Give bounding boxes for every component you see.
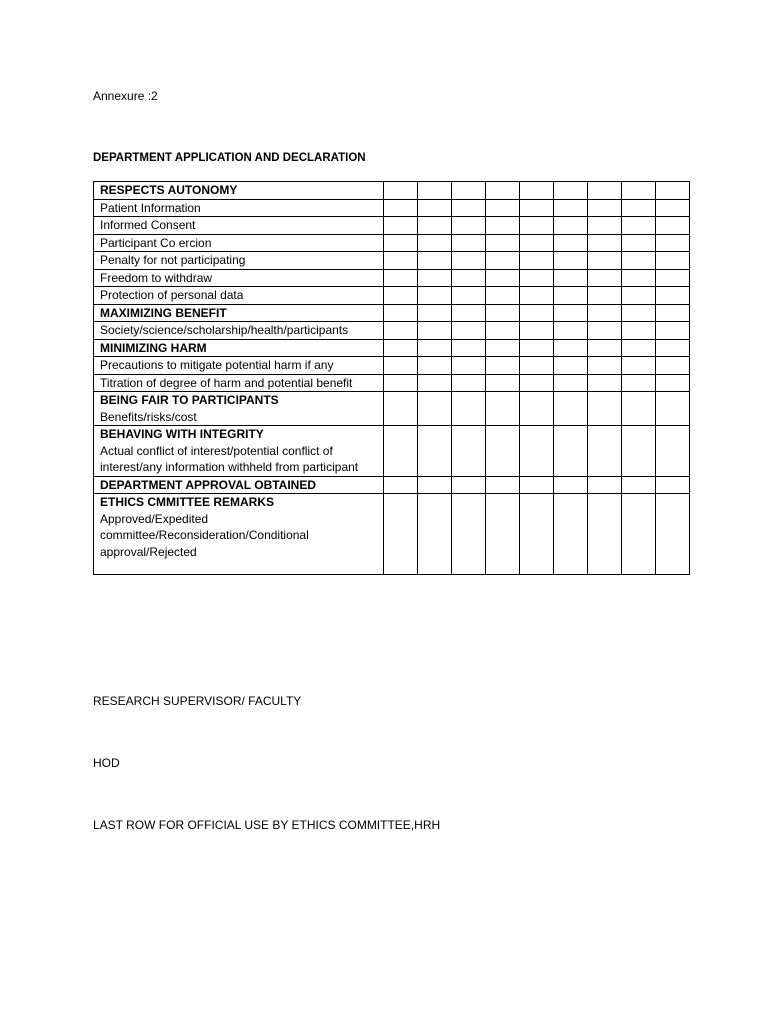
empty-entry-cell[interactable] — [486, 252, 520, 270]
empty-entry-cell[interactable] — [622, 234, 656, 252]
empty-entry-cell[interactable] — [418, 304, 452, 322]
form-title: DEPARTMENT APPLICATION AND DECLARATION — [93, 152, 366, 164]
empty-entry-cell[interactable] — [656, 287, 690, 305]
criteria-text: Approved/Expedited committee/Reconsideration/Conditional approval/Rejected — [100, 511, 309, 559]
criteria-cell — [94, 374, 384, 392]
section-heading: ETHICS CMMITTEE REMARKS — [100, 495, 274, 509]
empty-entry-cell[interactable] — [486, 357, 520, 375]
empty-entry-cell[interactable] — [520, 426, 554, 477]
empty-entry-cell[interactable] — [384, 304, 418, 322]
empty-entry-cell[interactable] — [554, 339, 588, 357]
table-row — [94, 269, 690, 287]
empty-entry-cell[interactable] — [520, 476, 554, 494]
empty-entry-cell[interactable] — [384, 182, 418, 200]
empty-entry-cell[interactable] — [452, 494, 486, 575]
empty-entry-cell[interactable] — [588, 182, 622, 200]
empty-entry-cell[interactable] — [588, 269, 622, 287]
empty-entry-cell[interactable] — [588, 234, 622, 252]
empty-entry-cell[interactable] — [418, 322, 452, 340]
empty-entry-cell[interactable] — [622, 287, 656, 305]
empty-entry-cell[interactable] — [452, 476, 486, 494]
empty-entry-cell[interactable] — [656, 182, 690, 200]
section-heading: RESPECTS AUTONOMY — [100, 183, 238, 197]
empty-entry-cell[interactable] — [554, 426, 588, 477]
criteria-text: Patient Information — [100, 200, 201, 215]
criteria-cell — [94, 426, 384, 477]
empty-entry-cell[interactable] — [452, 287, 486, 305]
empty-entry-cell[interactable] — [418, 199, 452, 217]
empty-entry-cell[interactable] — [418, 234, 452, 252]
empty-entry-cell[interactable] — [384, 494, 418, 575]
empty-entry-cell[interactable] — [486, 199, 520, 217]
criteria-cell — [94, 339, 384, 357]
empty-entry-cell[interactable] — [452, 234, 486, 252]
empty-entry-cell[interactable] — [554, 357, 588, 375]
empty-entry-cell[interactable] — [554, 269, 588, 287]
criteria-text: Participant Co ercion — [100, 235, 212, 250]
empty-entry-cell[interactable] — [554, 182, 588, 200]
empty-entry-cell[interactable] — [486, 182, 520, 200]
criteria-cell — [94, 199, 384, 217]
hod-signature-label: HOD — [93, 756, 120, 770]
empty-entry-cell[interactable] — [622, 269, 656, 287]
empty-entry-cell[interactable] — [554, 304, 588, 322]
empty-entry-cell[interactable] — [520, 339, 554, 357]
empty-entry-cell[interactable] — [554, 374, 588, 392]
table-row — [94, 339, 690, 357]
empty-entry-cell[interactable] — [418, 217, 452, 235]
empty-entry-cell[interactable] — [520, 322, 554, 340]
table-row — [94, 374, 690, 392]
criteria-cell — [94, 322, 384, 340]
empty-entry-cell[interactable] — [520, 287, 554, 305]
empty-entry-cell[interactable] — [384, 476, 418, 494]
table-row — [94, 322, 690, 340]
empty-entry-cell[interactable] — [520, 234, 554, 252]
table-row — [94, 217, 690, 235]
empty-entry-cell[interactable] — [554, 494, 588, 575]
criteria-cell — [94, 234, 384, 252]
empty-entry-cell[interactable] — [486, 322, 520, 340]
empty-entry-cell[interactable] — [656, 392, 690, 426]
empty-entry-cell[interactable] — [486, 374, 520, 392]
empty-entry-cell[interactable] — [452, 252, 486, 270]
table-row — [94, 392, 690, 426]
empty-entry-cell[interactable] — [452, 392, 486, 426]
empty-entry-cell[interactable] — [656, 304, 690, 322]
empty-entry-cell[interactable] — [384, 234, 418, 252]
empty-entry-cell[interactable] — [520, 182, 554, 200]
empty-entry-cell[interactable] — [520, 392, 554, 426]
empty-entry-cell[interactable] — [554, 217, 588, 235]
empty-entry-cell[interactable] — [520, 304, 554, 322]
empty-entry-cell[interactable] — [588, 199, 622, 217]
declaration-table-body — [94, 182, 690, 575]
criteria-cell — [94, 287, 384, 305]
empty-entry-cell[interactable] — [554, 287, 588, 305]
table-row — [94, 357, 690, 375]
criteria-cell — [94, 217, 384, 235]
empty-entry-cell[interactable] — [588, 339, 622, 357]
empty-entry-cell[interactable] — [452, 269, 486, 287]
empty-entry-cell[interactable] — [622, 252, 656, 270]
empty-entry-cell[interactable] — [384, 287, 418, 305]
empty-entry-cell[interactable] — [554, 392, 588, 426]
empty-entry-cell[interactable] — [486, 304, 520, 322]
criteria-cell — [94, 304, 384, 322]
empty-entry-cell[interactable] — [588, 426, 622, 477]
empty-entry-cell[interactable] — [486, 287, 520, 305]
empty-entry-cell[interactable] — [418, 494, 452, 575]
criteria-cell — [94, 252, 384, 270]
empty-entry-cell[interactable] — [384, 339, 418, 357]
table-row — [94, 476, 690, 494]
empty-entry-cell[interactable] — [384, 426, 418, 477]
empty-entry-cell[interactable] — [418, 287, 452, 305]
empty-entry-cell[interactable] — [554, 199, 588, 217]
empty-entry-cell[interactable] — [656, 217, 690, 235]
table-row — [94, 304, 690, 322]
empty-entry-cell[interactable] — [486, 476, 520, 494]
criteria-text: Precautions to mitigate potential harm if any — [100, 358, 334, 372]
empty-entry-cell[interactable] — [622, 322, 656, 340]
empty-entry-cell[interactable] — [384, 322, 418, 340]
empty-entry-cell[interactable] — [384, 217, 418, 235]
criteria-text: Actual conflict of interest/potential conflict of interest/any information withheld from participant — [100, 443, 359, 474]
empty-entry-cell[interactable] — [520, 357, 554, 375]
empty-entry-cell[interactable] — [588, 322, 622, 340]
annexure-label: Annexure :2 — [93, 89, 158, 103]
criteria-cell — [94, 494, 384, 575]
empty-entry-cell[interactable] — [656, 476, 690, 494]
empty-entry-cell[interactable] — [418, 426, 452, 477]
criteria-cell — [94, 269, 384, 287]
criteria-text: Society/science/scholarship/health/participants — [100, 323, 349, 337]
empty-entry-cell[interactable] — [588, 357, 622, 375]
empty-entry-cell[interactable] — [452, 199, 486, 217]
empty-entry-cell[interactable] — [418, 392, 452, 426]
empty-entry-cell[interactable] — [452, 322, 486, 340]
empty-entry-cell[interactable] — [384, 357, 418, 375]
empty-entry-cell[interactable] — [588, 476, 622, 494]
criteria-text: Penalty for not participating — [100, 253, 246, 267]
empty-entry-cell[interactable] — [418, 252, 452, 270]
empty-entry-cell[interactable] — [588, 287, 622, 305]
section-heading: MAXIMIZING BENEFIT — [100, 305, 227, 320]
empty-entry-cell[interactable] — [554, 252, 588, 270]
supervisor-signature-label: RESEARCH SUPERVISOR/ FACULTY — [93, 694, 302, 708]
empty-entry-cell[interactable] — [418, 339, 452, 357]
empty-entry-cell[interactable] — [622, 199, 656, 217]
empty-entry-cell[interactable] — [622, 494, 656, 575]
section-heading: BEING FAIR TO PARTICIPANTS — [100, 393, 279, 407]
empty-entry-cell[interactable] — [452, 182, 486, 200]
empty-entry-cell[interactable] — [622, 217, 656, 235]
empty-entry-cell[interactable] — [486, 392, 520, 426]
criteria-text: Freedom to withdraw — [100, 270, 213, 285]
declaration-table — [93, 181, 690, 575]
criteria-cell — [94, 392, 384, 426]
empty-entry-cell[interactable] — [452, 217, 486, 235]
empty-entry-cell[interactable] — [418, 182, 452, 200]
empty-entry-cell[interactable] — [554, 476, 588, 494]
empty-entry-cell[interactable] — [656, 426, 690, 477]
criteria-cell — [94, 476, 384, 494]
empty-entry-cell[interactable] — [622, 426, 656, 477]
empty-entry-cell[interactable] — [520, 494, 554, 575]
empty-entry-cell[interactable] — [622, 392, 656, 426]
empty-entry-cell[interactable] — [520, 217, 554, 235]
empty-entry-cell[interactable] — [418, 269, 452, 287]
empty-entry-cell[interactable] — [622, 182, 656, 200]
official-use-note: LAST ROW FOR OFFICIAL USE BY ETHICS COMMITTEE,HRH — [93, 818, 441, 832]
empty-entry-cell[interactable] — [656, 269, 690, 287]
empty-entry-cell[interactable] — [486, 217, 520, 235]
empty-entry-cell[interactable] — [656, 252, 690, 270]
empty-entry-cell[interactable] — [486, 269, 520, 287]
empty-entry-cell[interactable] — [656, 339, 690, 357]
empty-entry-cell[interactable] — [554, 322, 588, 340]
table-row — [94, 234, 690, 252]
empty-entry-cell[interactable] — [418, 476, 452, 494]
section-heading: BEHAVING WITH INTEGRITY — [100, 427, 264, 441]
empty-entry-cell[interactable] — [384, 252, 418, 270]
empty-entry-cell[interactable] — [486, 494, 520, 575]
empty-entry-cell[interactable] — [418, 374, 452, 392]
empty-entry-cell[interactable] — [588, 217, 622, 235]
empty-entry-cell[interactable] — [452, 304, 486, 322]
empty-entry-cell[interactable] — [656, 494, 690, 575]
section-heading: DEPARTMENT APPROVAL OBTAINED — [100, 477, 317, 492]
empty-entry-cell[interactable] — [452, 374, 486, 392]
empty-entry-cell[interactable] — [486, 234, 520, 252]
criteria-text: Titration of degree of harm and potential benefit — [100, 375, 353, 390]
empty-entry-cell[interactable] — [452, 426, 486, 477]
table-row — [94, 426, 690, 477]
empty-entry-cell[interactable] — [384, 199, 418, 217]
empty-entry-cell[interactable] — [520, 252, 554, 270]
table-row — [94, 199, 690, 217]
empty-entry-cell[interactable] — [622, 304, 656, 322]
empty-entry-cell[interactable] — [418, 357, 452, 375]
empty-entry-cell[interactable] — [622, 476, 656, 494]
empty-entry-cell[interactable] — [520, 374, 554, 392]
empty-entry-cell[interactable] — [520, 199, 554, 217]
empty-entry-cell[interactable] — [588, 494, 622, 575]
empty-entry-cell[interactable] — [384, 374, 418, 392]
empty-entry-cell[interactable] — [622, 374, 656, 392]
empty-entry-cell[interactable] — [384, 392, 418, 426]
empty-entry-cell[interactable] — [656, 374, 690, 392]
table-row — [94, 182, 690, 200]
empty-entry-cell[interactable] — [452, 339, 486, 357]
empty-entry-cell[interactable] — [588, 252, 622, 270]
empty-entry-cell[interactable] — [588, 374, 622, 392]
empty-entry-cell[interactable] — [588, 304, 622, 322]
empty-entry-cell[interactable] — [520, 269, 554, 287]
criteria-text: Protection of personal data — [100, 288, 244, 302]
empty-entry-cell[interactable] — [452, 357, 486, 375]
empty-entry-cell[interactable] — [622, 357, 656, 375]
criteria-text: Informed Consent — [100, 218, 196, 232]
table-row — [94, 494, 690, 575]
criteria-text: Benefits/risks/cost — [100, 409, 197, 424]
empty-entry-cell[interactable] — [554, 234, 588, 252]
empty-entry-cell[interactable] — [622, 339, 656, 357]
empty-entry-cell[interactable] — [384, 269, 418, 287]
criteria-cell — [94, 182, 384, 200]
criteria-cell — [94, 357, 384, 375]
empty-entry-cell[interactable] — [486, 426, 520, 477]
empty-entry-cell[interactable] — [486, 339, 520, 357]
empty-entry-cell[interactable] — [656, 357, 690, 375]
empty-entry-cell[interactable] — [656, 199, 690, 217]
empty-entry-cell[interactable] — [656, 234, 690, 252]
empty-entry-cell[interactable] — [656, 322, 690, 340]
table-row — [94, 252, 690, 270]
section-heading: MINIMIZING HARM — [100, 340, 207, 355]
table-row — [94, 287, 690, 305]
empty-entry-cell[interactable] — [588, 392, 622, 426]
